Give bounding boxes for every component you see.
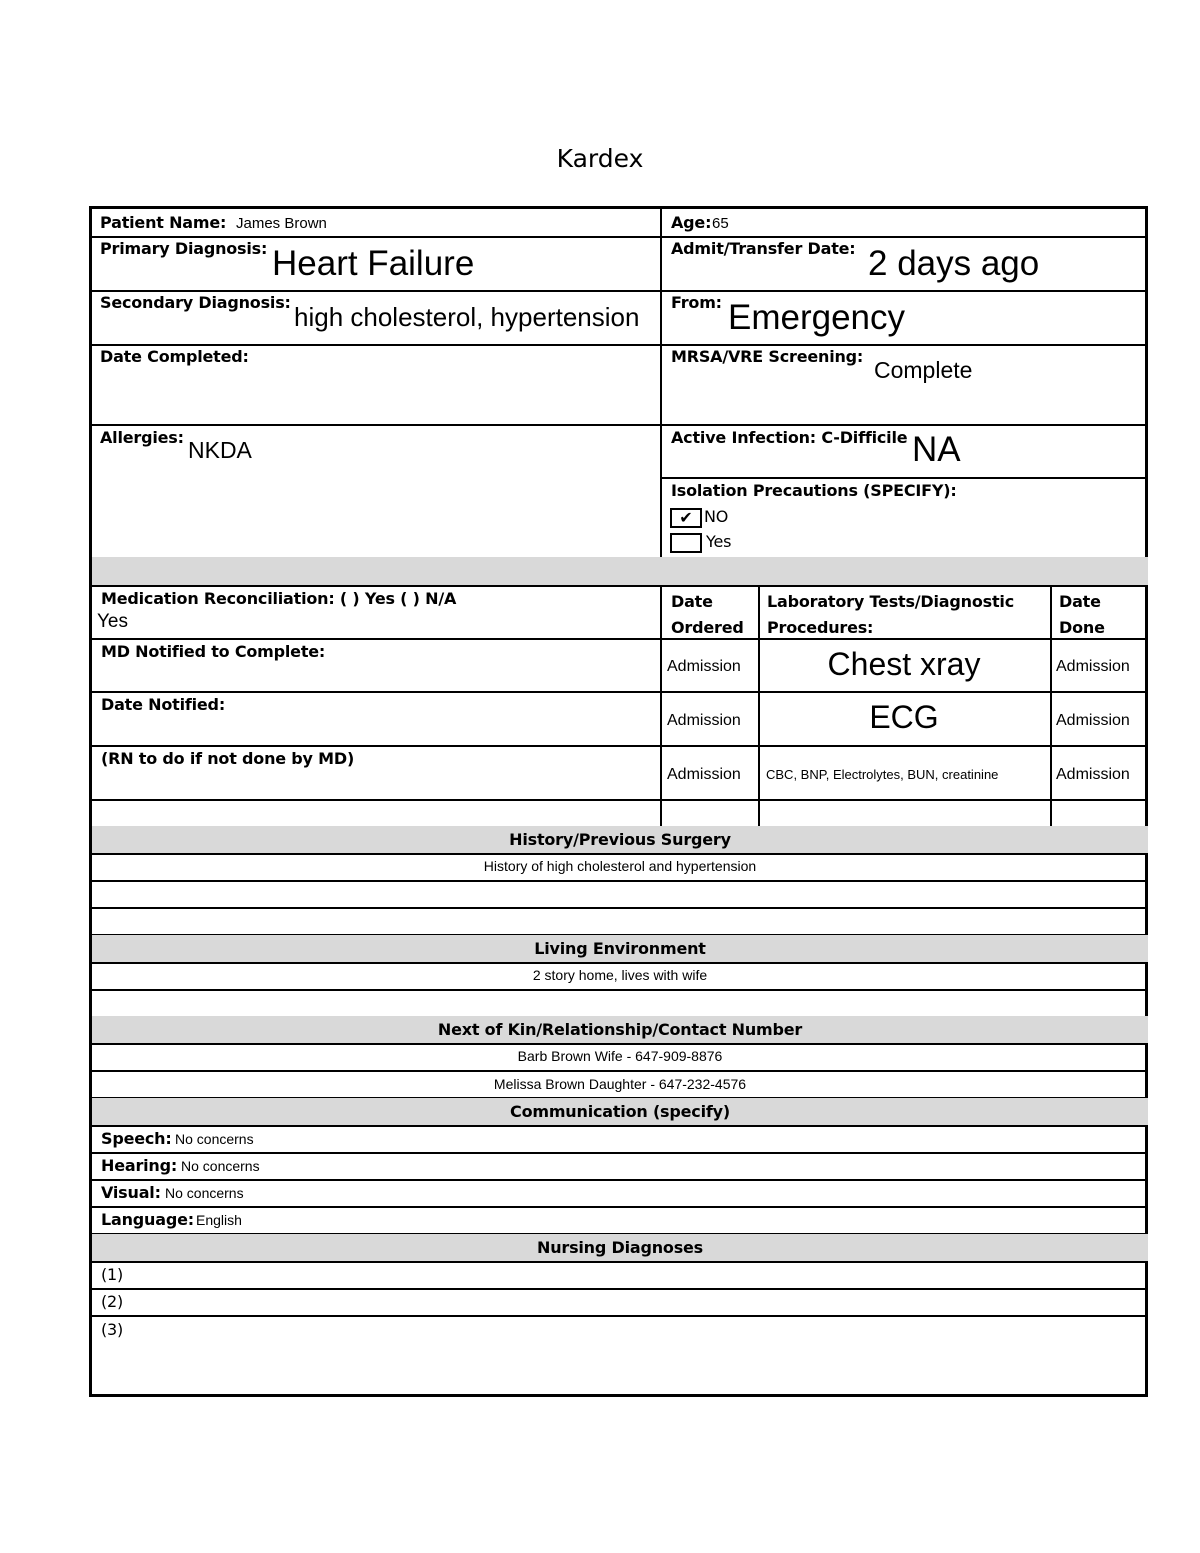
- patient-name-cell: [92, 209, 662, 238]
- med-row-2-ordered-value: Admission: [667, 712, 741, 729]
- history-line-1-text: History of high cholesterol and hypertension: [483, 858, 757, 874]
- kin-line-1-text: Barb Brown Wife - 647-909-8876: [517, 1048, 723, 1064]
- med-row-4-test[interactable]: [758, 799, 1052, 828]
- speech-row[interactable]: [92, 1125, 1148, 1154]
- communication-header-text: Communication (specify): [510, 1102, 730, 1121]
- allergies-cell: [92, 424, 662, 559]
- date-completed-label: Date Completed:: [100, 347, 249, 366]
- nursing-item-3[interactable]: [92, 1316, 1148, 1397]
- isolation-cell: [662, 477, 1148, 559]
- living-header: [92, 935, 1148, 964]
- med-row-3-ordered[interactable]: [662, 745, 760, 801]
- date-done-header: Date Done: [1059, 592, 1105, 637]
- med-row-3-test[interactable]: [758, 745, 1052, 801]
- patient-name-value[interactable]: James Brown: [236, 215, 327, 232]
- mrsa-cell: [662, 344, 1148, 426]
- living-line-1-text: 2 story home, lives with wife: [532, 967, 708, 983]
- med-row-4-done[interactable]: [1050, 799, 1148, 828]
- history-line-1[interactable]: [92, 853, 1148, 882]
- nursing-item-1[interactable]: [92, 1261, 1148, 1290]
- med-row-1-ordered-value: Admission: [667, 658, 741, 675]
- allergies-value[interactable]: NKDA: [188, 437, 252, 463]
- primary-diagnosis-label: Primary Diagnosis:: [100, 239, 268, 258]
- med-reconciliation-value[interactable]: Yes: [97, 611, 128, 632]
- age-cell: [662, 209, 1148, 238]
- age-label: Age:: [671, 213, 712, 232]
- med-row-1-test[interactable]: [758, 638, 1052, 693]
- isolation-yes-checkbox[interactable]: [670, 533, 702, 553]
- lab-tests-header: Laboratory Tests/Diagnostic Procedures:: [767, 592, 1014, 637]
- from-value[interactable]: Emergency: [728, 298, 906, 337]
- nursing-item-3-label: (3): [101, 1320, 124, 1339]
- living-line-1[interactable]: [92, 962, 1148, 991]
- kin-line-2-text: Melissa Brown Daughter - 647-232-4576: [493, 1076, 747, 1092]
- med-row-2-ordered[interactable]: [662, 691, 760, 747]
- from-cell: [662, 290, 1148, 346]
- kin-line-1[interactable]: [92, 1043, 1148, 1072]
- med-row-2-test[interactable]: [758, 691, 1052, 747]
- isolation-option-no[interactable]: [670, 507, 728, 528]
- med-row-1-done[interactable]: [1050, 638, 1148, 693]
- speech-label: Speech:: [101, 1129, 172, 1148]
- speech-value: No concerns: [175, 1131, 254, 1147]
- date-ordered-header-cell: [662, 585, 760, 640]
- med-reconciliation-label: Medication Reconciliation: ( ) Yes ( ) N/A: [101, 589, 457, 608]
- patient-name-label: Patient Name:: [100, 213, 227, 232]
- visual-label: Visual:: [101, 1183, 161, 1202]
- date-ordered-header: Date Ordered: [671, 592, 744, 637]
- kin-header-text: Next of Kin/Relationship/Contact Number: [437, 1020, 803, 1039]
- section-separator: [92, 557, 1148, 587]
- med-row-1-done-value: Admission: [1056, 658, 1130, 675]
- kin-line-2[interactable]: [92, 1070, 1148, 1099]
- isolation-option-yes[interactable]: [670, 532, 731, 553]
- med-row-3-done[interactable]: [1050, 745, 1148, 801]
- nursing-header-text: Nursing Diagnoses: [537, 1238, 703, 1257]
- med-row-4-ordered[interactable]: [662, 799, 760, 828]
- from-label: From:: [671, 293, 722, 312]
- secondary-diagnosis-value[interactable]: high cholesterol, hypertension: [294, 302, 640, 332]
- med-row-2-done[interactable]: [1050, 691, 1148, 747]
- nursing-header: [92, 1234, 1148, 1263]
- active-infection-cell: [662, 424, 1148, 479]
- mrsa-label: MRSA/VRE Screening:: [671, 347, 864, 366]
- allergies-label: Allergies:: [100, 428, 184, 447]
- admit-date-label: Admit/Transfer Date:: [671, 239, 856, 258]
- med-row-1-test-value: Chest xray: [827, 646, 981, 682]
- visual-row[interactable]: [92, 1179, 1148, 1208]
- kin-header: [92, 1016, 1148, 1045]
- med-row-2-test-value: ECG: [869, 699, 939, 735]
- isolation-yes-label: Yes: [706, 532, 732, 551]
- page-title: Kardex: [556, 144, 644, 173]
- med-row-1-ordered[interactable]: [662, 638, 760, 693]
- history-header-text: History/Previous Surgery: [509, 830, 731, 849]
- visual-value: No concerns: [165, 1185, 244, 1201]
- hearing-label: Hearing:: [101, 1156, 178, 1175]
- age-value[interactable]: 65: [712, 215, 729, 232]
- med-row-2-done-value: Admission: [1056, 712, 1130, 729]
- isolation-no-label: NO: [704, 507, 729, 526]
- primary-diagnosis-value[interactable]: Heart Failure: [272, 244, 475, 283]
- date-done-header-cell: [1050, 585, 1148, 640]
- admit-date-cell: [662, 236, 1148, 292]
- kardex-form: [89, 206, 1148, 1397]
- active-infection-value[interactable]: NA: [912, 430, 961, 469]
- lab-tests-header-cell: [758, 585, 1052, 640]
- med-row-2-left: [92, 691, 662, 747]
- nursing-item-2-label: (2): [101, 1292, 124, 1311]
- date-completed-cell: [92, 344, 662, 426]
- active-infection-label: Active Infection: C-Difficile: [671, 428, 908, 447]
- med-row-3-done-value: Admission: [1056, 766, 1130, 783]
- med-reconciliation-cell: [92, 585, 662, 640]
- language-label: Language:: [101, 1210, 194, 1229]
- living-header-text: Living Environment: [534, 939, 706, 958]
- hearing-value: No concerns: [181, 1158, 260, 1174]
- admit-date-value[interactable]: 2 days ago: [868, 244, 1040, 283]
- md-notified-label: MD Notified to Complete:: [101, 642, 326, 661]
- living-line-2[interactable]: [92, 989, 1148, 1018]
- history-line-3[interactable]: [92, 907, 1148, 936]
- communication-header: [92, 1098, 1148, 1127]
- med-row-4-left[interactable]: [92, 799, 662, 828]
- secondary-diagnosis-label: Secondary Diagnosis:: [100, 293, 291, 312]
- secondary-diagnosis-cell: [92, 290, 662, 346]
- primary-diagnosis-cell: [92, 236, 662, 292]
- med-row-3-test-value: CBC, BNP, Electrolytes, BUN, creatinine: [766, 767, 999, 782]
- history-header: [92, 826, 1148, 855]
- date-notified-label: Date Notified:: [101, 695, 226, 714]
- isolation-no-checkbox[interactable]: ✔: [670, 508, 702, 528]
- history-line-2[interactable]: [92, 880, 1148, 909]
- mrsa-value[interactable]: Complete: [874, 357, 973, 383]
- med-row-1-left: [92, 638, 662, 693]
- language-value: English: [196, 1212, 242, 1228]
- hearing-row[interactable]: [92, 1152, 1148, 1181]
- med-row-3-left: [92, 745, 662, 801]
- language-row[interactable]: [92, 1206, 1148, 1235]
- nursing-item-1-label: (1): [101, 1265, 124, 1284]
- rn-note-label: (RN to do if not done by MD): [101, 749, 355, 768]
- nursing-item-2[interactable]: [92, 1288, 1148, 1317]
- med-row-3-ordered-value: Admission: [667, 766, 741, 783]
- isolation-label: Isolation Precautions (SPECIFY):: [671, 481, 957, 500]
